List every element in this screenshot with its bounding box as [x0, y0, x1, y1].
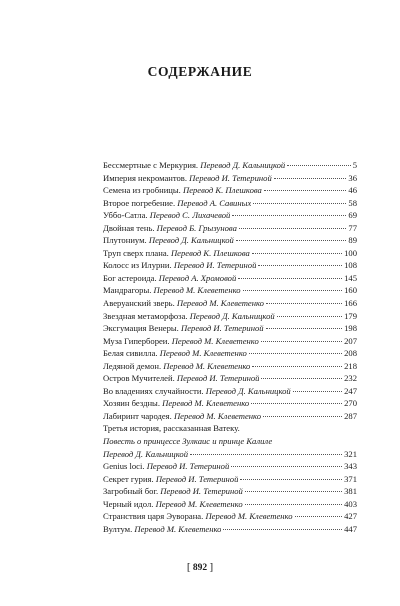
toc-entry[interactable]: Во владениях случайности. Перевод Д. Кальницкой 247 [103, 385, 357, 396]
toc-entry[interactable]: Ледяной демон. Перевод М. Клеветенко 218 [103, 360, 357, 371]
toc-entry[interactable]: Двойная тень. Перевод Б. Грызунова 77 [103, 222, 357, 233]
page-number: [ 892 ] [186, 561, 214, 573]
toc-entry[interactable]: Вултум. Перевод М. Клеветенко 447 [103, 523, 357, 534]
toc-entry-title: Третья история, рассказанная Ватеку. [103, 423, 240, 434]
toc-entry[interactable]: Муза Гипербореи. Перевод М. Клеветенко 207 [103, 335, 357, 346]
toc-entry[interactable]: Уббо-Сатла. Перевод С. Лихачевой 69 [103, 210, 357, 221]
toc-entry[interactable]: Мандрагоры. Перевод М. Клеветенко 160 [103, 285, 357, 296]
toc-entry-multiline[interactable] [103, 422, 357, 460]
toc-entry[interactable]: Империя некромантов. Перевод И. Тетериной 36 [103, 172, 357, 183]
toc-entry[interactable]: Плутониум. Перевод Д. Кальницкой 89 [103, 235, 357, 246]
toc-entry-subtitle: Повесть о принцессе Зулкаис и принце Калиле [103, 436, 273, 447]
table-of-contents [103, 159, 357, 535]
toc-entry[interactable]: Бессмертные с Меркурия. Перевод Д. Кальницкой 5 [103, 160, 357, 170]
toc-entry-translator: Перевод Д. Кальницкой [103, 448, 188, 459]
toc-entry[interactable]: Колосс из Илурни. Перевод И. Тетериной 108 [103, 260, 357, 271]
toc-entry[interactable]: Лабиринт чародея. Перевод М. Клеветенко 287 [103, 410, 357, 421]
toc-entry[interactable]: Загробный бог. Перевод И. Тетериной 381 [103, 486, 357, 497]
toc-entry[interactable]: Семена из гробницы. Перевод К. Плешкова 46 [103, 185, 357, 196]
toc-entry[interactable]: Хозяин бездны. Перевод М. Клеветенко 270 [103, 398, 357, 409]
toc-entry[interactable]: Эксгумация Венеры. Перевод И. Тетериной 198 [103, 323, 357, 334]
toc-entry[interactable]: Аверуанский зверь. Перевод М. Клеветенко 166 [103, 298, 357, 309]
toc-entry[interactable]: Genius loci. Перевод И. Тетериной 343 [103, 461, 357, 472]
toc-entry[interactable]: Черный идол. Перевод М. Клеветенко 403 [103, 498, 357, 509]
toc-entry-page: 321 [344, 448, 357, 459]
toc-entry[interactable]: Остров Мучителей. Перевод И. Тетериной 232 [103, 373, 357, 384]
toc-entry[interactable]: Труп сверх плана. Перевод К. Плешкова 100 [103, 247, 357, 258]
toc-entry[interactable]: Второе погребение. Перевод А. Савиных 58 [103, 197, 357, 208]
toc-entry[interactable]: Секрет гурия. Перевод И. Тетериной 371 [103, 473, 357, 484]
toc-entry[interactable]: Странствия царя Эуворана. Перевод М. Клеветенко 427 [103, 511, 357, 522]
toc-entry[interactable]: Белая сивилла. Перевод М. Клеветенко 208 [103, 348, 357, 359]
contents-heading: СОДЕРЖАНИЕ [147, 64, 253, 79]
toc-entry[interactable]: Звездная метаморфоза. Перевод Д. Кальницкой 179 [103, 310, 357, 321]
toc-entry[interactable]: Бог астероида. Перевод А. Хромовой 145 [103, 272, 357, 283]
